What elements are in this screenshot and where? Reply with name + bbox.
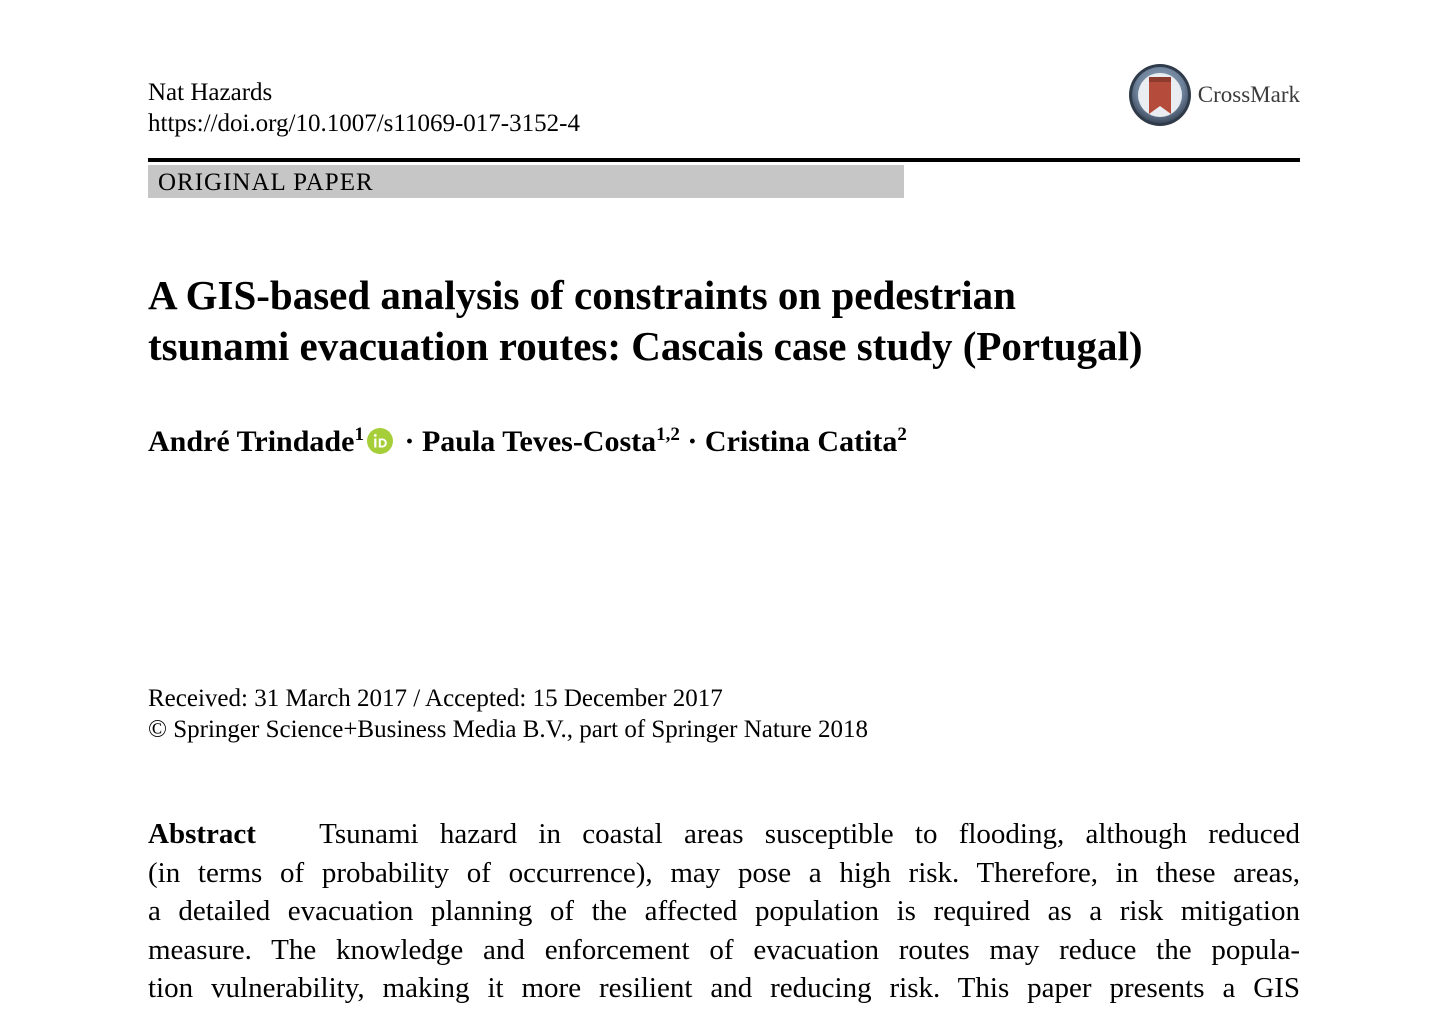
article-first-page	[148, 0, 1300, 1018]
abstract-text: Tsunami hazard in coastal areas susceptible to flooding, although reduced	[319, 818, 1300, 850]
abstract	[148, 815, 1300, 1008]
publication-dates	[148, 683, 868, 745]
orcid-icon[interactable]	[367, 425, 393, 465]
abstract-line: a detailed evacuation planning of the affected population is required as a risk mitigation	[148, 895, 1300, 927]
author-affiliation: 2	[897, 424, 907, 445]
crossmark-label: CrossMark	[1197, 82, 1300, 107]
copyright-notice: © Springer Science+Business Media B.V., part of Springer Nature 2018	[148, 716, 869, 743]
paper-type-banner: ORIGINAL PAPER	[148, 165, 904, 198]
title-line-1: A GIS-based analysis of constraints on pedestrian	[148, 272, 1016, 318]
author-separator: ·	[404, 425, 415, 458]
author-separator: ·	[687, 425, 698, 458]
crossmark-badge[interactable]	[1128, 62, 1300, 128]
author-name[interactable]: André Trindade	[148, 425, 355, 458]
doi-link[interactable]: https://doi.org/10.1007/s11069-017-3152-4	[148, 110, 580, 137]
journal-header	[148, 77, 580, 139]
abstract-line: measure. The knowledge and enforcement of evacuation routes may reduce the popula-	[148, 933, 1300, 966]
title-line-2: tsunami evacuation routes: Cascais case study (Portugal)	[148, 323, 1143, 369]
article-title	[148, 270, 1300, 372]
header-rule	[148, 158, 1300, 162]
abstract-label: Abstract	[148, 818, 256, 850]
author-name[interactable]: Paula Teves-Costa	[421, 425, 657, 458]
author-list	[148, 422, 907, 465]
abstract-line	[148, 815, 1300, 854]
journal-name: Nat Hazards	[148, 79, 273, 106]
abstract-line: tion vulnerability, making it more resilient and reducing risk. This paper presents a GIS	[148, 972, 1300, 1004]
author-name[interactable]: Cristina Catita	[704, 425, 898, 458]
received-accepted-dates: Received: 31 March 2017 / Accepted: 15 December 2017	[148, 685, 723, 712]
author-affiliation: 1	[354, 424, 364, 445]
crossmark-icon	[1128, 62, 1192, 128]
abstract-line: (in terms of probability of occurrence), may pose a high risk. Therefore, in these areas,	[148, 856, 1300, 889]
author-affiliation: 1,2	[656, 424, 680, 445]
